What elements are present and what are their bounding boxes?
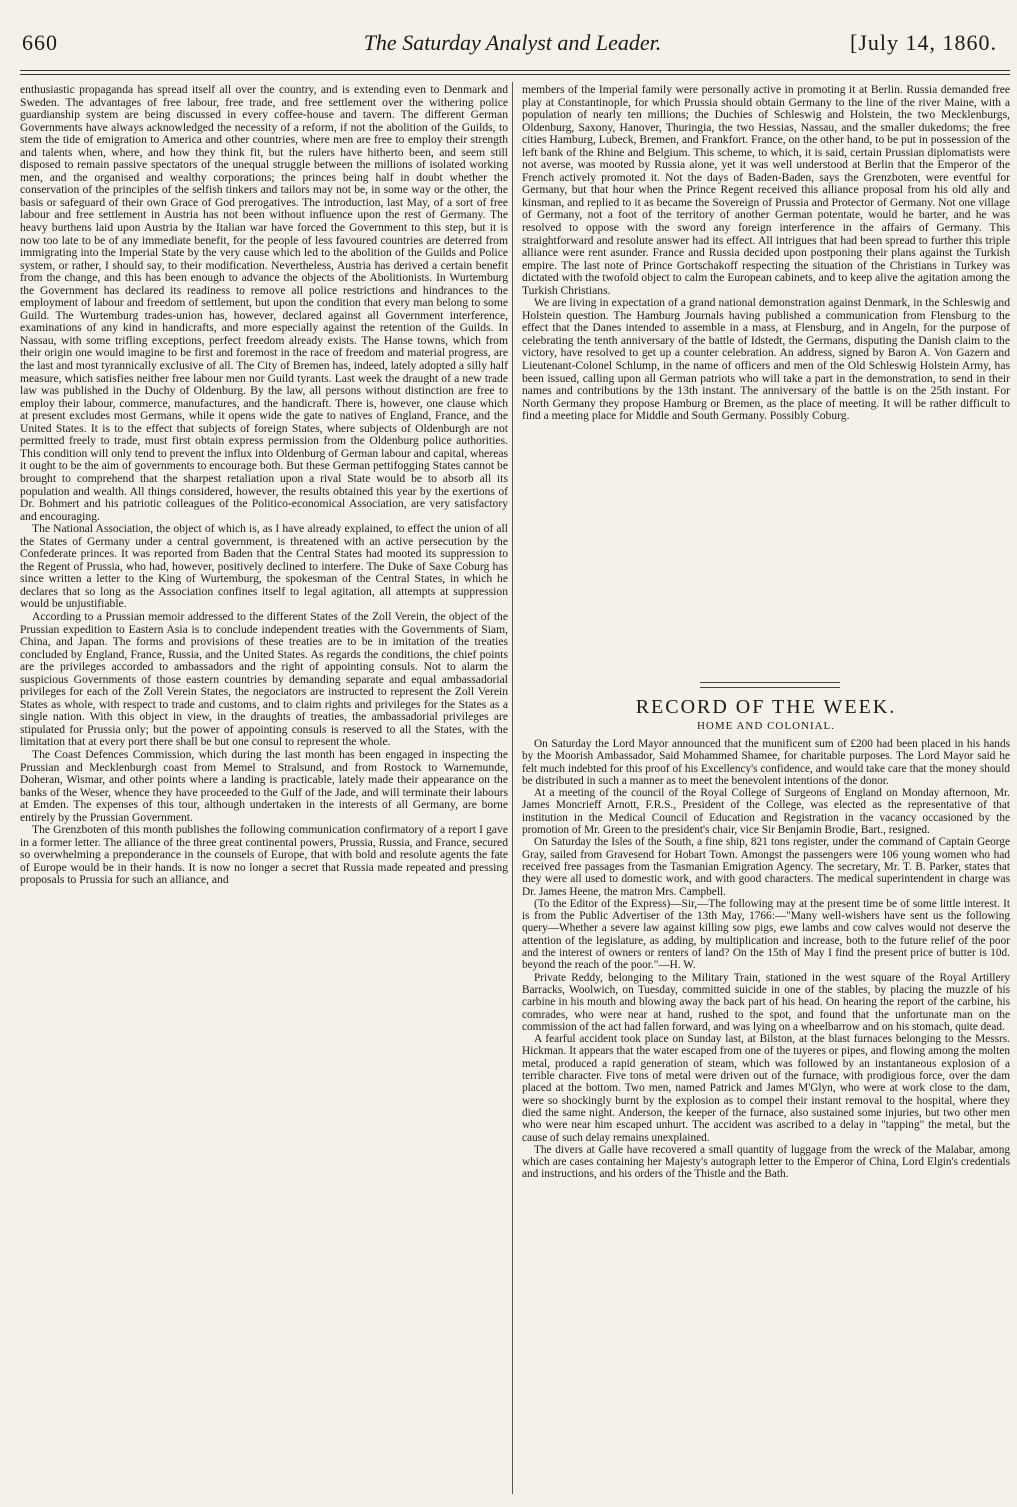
article-paragraph: members of the Imperial family were personally active in promoting it at Berlin. Russia demanded free play at Constantinople, for which Prussia should obtain Germany to the line of the river Maine, with a population of nearly ten millions; the Duchies of Schleswig and Holstein, the two Mecklenburgs, Oldenburg, Saxony, Hanover, Thuringia, the two Hessias, Nassau, and the smaller dukedoms; the free cities Hamburg, Lubeck, Bremen, and Frankfort. France, on the other hand, to be put in possession of the left bank of the Rhine and Belgium. This scheme, to which, it is said, certain Prussian diplomatists were not averse, was mooted by Russia alone, yet it was well understood at Berlin that the Emperor of the French actively promoted it. Not the days of Baden-Baden, says the Grenzboten, were eventful for Germany, but that hour when the Prince Regent received this alliance proposal from his old ally and kinsman, and replied to it as became the Sovereign of Prussia and Protector of Germany. Not one village of Germany, not a foot of the territory of another German potentate, would he barter, and he was resolved to oppose with the sword any foreign interference in the affairs of Germany. This straightforward and resolute answer had its effect. All intrigues that had been spread to further this triple alliance were rent asunder. France and Russia decided upon postponing their plans against the Turkish empire. The last note of Prince Gortschakoff respecting the situation of the Christians in Turkey was dictated with the twofold object to calm the European cabinets, and to keep alive the agitation among the Turkish Christians.: [522, 84, 1010, 297]
section-separator: [700, 682, 840, 688]
issue-date: [July 14, 1860.: [850, 30, 997, 55]
record-of-the-week: [522, 738, 1010, 1494]
news-item: Private Reddy, belonging to the Military Train, stationed in the west square of the Royal Artillery Barracks, Woolwich, on Tuesday, committed suicide in one of the stables, by placing the muzzle of his carbine in his mouth and blowing away the back part of his head. On hearing the report of the carbine, his comrades, who were near at hand, rushed to the spot, and found that the unfortunate man on the commission of the act had fallen forward, and was lying on a wheelbarrow and on his stomach, quite dead.: [522, 971, 1010, 1033]
publication-title: The Saturday Analyst and Leader.: [363, 30, 662, 55]
news-item: A fearful accident took place on Sunday last, at Bilston, at the blast furnaces belonging to the Messrs. Hickman. It appears that the water escaped from one of the tuyeres or pipes, and flowing among the molten metal, produced a rapid generation of steam, which was followed by an instantaneous explosion of a terrible character. Five tons of metal were driven out of the furnace, with prodigious force, over the dam placed at the bottom. Two men, named Patrick and James M'Glyn, who were at work close to the dam, were so shockingly burnt by the explosion as to compel their instant removal to the hospital, where they died the same night. Anderson, the keeper of the furnace, also sustained some injuries, but two other men who were near him escaped unhurt. The accident was ascribed to a delay in "tapping" the metal, but the cause of such delay remains unexplained.: [522, 1033, 1010, 1144]
page-header: [20, 24, 1005, 64]
page-number: 660: [22, 30, 58, 55]
header-rule-secondary: [20, 74, 1010, 75]
article-paragraph: The National Association, the object of which is, as I have already explained, to effect the union of all the States of Germany under a central government, is threatened with an active persecution by the Confederate princes. It was reported from Baden that the Central States had mooted its suppression to the Regent of Prussia, who had, however, positively declined to interfere. The Duke of Saxe Coburg has since written a letter to the King of Wurtemburg, the spokesman of the Central States, in which he declares that so long as the Association confines itself to legal agitation, all attempts at suppression would be unjustifiable.: [20, 522, 508, 611]
article-paragraph: The Grenzboten of this month publishes the following communication confirmatory of a report I gave in a former letter. The alliance of the three great continental powers, Prussia, Russia, and France, secured so overwhelming a preponderance in the counsels of Europe, that with bold and resolute agents the fate of Europe would be in their hands. It is now no longer a secret that Russia made repeated and pressing proposals to Prussia for such an alliance, and: [20, 823, 508, 887]
article-paragraph: enthusiastic propaganda has spread itself all over the country, and is extending even to Denmark and Sweden. The advantages of free labour, free trade, and free settlement over the withering police guardianship system are being discussed in every coffee-house and tavern. The different German Governments have always acknowledged the necessity of a reform, if not the abolition of the Guilds, to stem the tide of emigration to America and other countries, where men are free to employ their strength and talents when, where, and how they think fit, but the rulers have hitherto been, and seem still disposed to remain passive spectators of the unequal struggle between the millions of isolated working men, and the organised and wealthy corporations; the princes being half in doubt whether the conservation of the principles of the selfish tinkers and tailors may not be, in some way or the other, the basis or safeguard of their own Grace of God prerogatives. The introduction, last May, of a sort of free labour and free settlement in Austria has not been without influence upon the rest of Germany. The heavy burthens laid upon Austria by the Italian war have forced the Government to this step, but it is now too late to be of any immediate benefit, for the people of less favoured countries are deterred from immigrating into the Imperial State by the very cause which led to the abolition of the Guilds and Police system, or rather, I should say, to their modification. Nevertheless, Austria has derived a certain benefit from the change, and this has been enough to advance the objects of the Abolitionists. In Wurtemburg the Government has declared its readiness to remove all police restrictions and hindrances to the employment of labour and freedom of settlement, but upon the condition that every man belong to some Guild. The Wurtemburg trades-union has, however, declared against all Government interference, examinations of any kind in handicrafts, and more especially against the retention of the Guilds. In Nassau, with some trifling exceptions, perfect freedom already exists. The Hanse towns, which from their origin one would imagine to be first and foremost in the race of freedom and material progress, are the last and most tyrannically exclusive of all. The City of Bremen has, indeed, lately adopted a silly half measure, which satisfies neither free labour men nor Guild tyrants. Last week the draught of a new trade law was published in the Duchy of Oldenburg. By the law, all persons without distinction are free to employ their labour, commerce, manufactures, and the handicraft. There is, however, one clause which at present excludes most Germans, while it opens wide the gate to natives of England, France, and the United States. It is to the effect that subjects of foreign States, where subjects of Oldenburgh are not permitted freely to trade, must first obtain express permission from the Oldenburg police authorities. This condition will only tend to prevent the influx into Oldenburg of German labour and capital, whereas it ought to be the aim of governments to encourage both. But these German pettifogging States cannot be brought to comprehend that the sharpest retaliation upon a rival State would be to absorb all its population and wealth. All things considered, however, the results obtained this year by the exertions of Dr. Bohmert and his patriotic colleagues of the Politico-economical Association, are very satisfactory and encouraging.: [20, 84, 508, 523]
news-item: (To the Editor of the Express)—Sir,—The following may at the present time be of some little interest. It is from the Public Advertiser of the 13th May, 1766:—"Many well-wishers have sent us the following query—Whether a severe law against killing sow pigs, ewe lambs and cow calves would not deserve the attention of the legislature, as adding, by multiplication and increase, both to the future relief of the poor and the interest of owners or renters of land? On the 15th of May I find the present price of butter is 10d. beyond the reach of the poor."—H. W.: [522, 897, 1010, 972]
section-title: RECORD OF THE WEEK.: [635, 696, 897, 718]
column-divider: [512, 82, 513, 1494]
article-paragraph: We are living in expectation of a grand national demonstration against Denmark, in the Schleswig and Holstein question. The Hamburg Journals having published a communication from Flensburg to the effect that the Danes intended to assemble in a mass, at Flensburg, and in Angeln, for the purpose of celebrating the tenth anniversary of the battle of Idstedt, the Germans, disputing the Danish claim to the victory, have resolved to get up a counter celebration. An address, signed by Baron A. Von Gazern and Lieutenant-Colonel Schlump, in the name of officers and men of the Old Schleswig Holstein Army, has been issued, calling upon all German patriots who will take a part in the demonstration, to send in their names and contributions by the 13th instant. The anniversary of the battle is on the 25th instant. For North Germany they propose Hamburg or Bremen, as the place of meeting. It will be rather difficult to find a meeting place for Middle and South Germany. Possibly Coburg.: [522, 296, 1010, 423]
news-item: At a meeting of the council of the Royal College of Surgeons of England on Monday afternoon, Mr. James Moncrieff Arnott, F.R.S., President of the College, was elected as the representative of that institution in the Medical Council of Education and Registration in the vacancy occasioned by the promotion of Mr. Green to the president's chair, vice Sir Benjamin Brodie, Bart., resigned.: [522, 787, 1010, 837]
left-column: [20, 84, 508, 1489]
article-paragraph: The Coast Defences Commission, which during the last month has been engaged in inspecting the Prussian and Mecklenburgh coast from Memel to Stralsund, and from Rostock to Warnemunde, Doheran, Wismar, and other points where a landing is practicable, lately made their appearance on the banks of the Weser, whence they have proceeded to the Gulf of the Jade, and will terminate their labours at Emden. The expenses of this tour, although undertaken in the interests of all Germany, are borne entirely by the Prussian Government.: [20, 747, 508, 824]
section-subtitle: HOME AND COLONIAL.: [696, 720, 836, 732]
news-item: On Saturday the Isles of the South, a fine ship, 821 tons register, under the command of Captain George Gray, sailed from Gravesend for Hobart Town. Amongst the passengers were 106 young women who had received free passages from the Tasmanian Emigration Agency. The secretary, Mr. T. B. Parker, states that they were all used to domestic work, and with good characters. The medical superintendent in charge was Dr. James Heene, the matron Mrs. Campbell.: [522, 836, 1010, 898]
news-item: The divers at Galle have recovered a small quantity of luggage from the wreck of the Malabar, among which are cases containing her Majesty's autograph letter to the Emperor of China, Lord Elgin's credentials and instructions, and his orders of the Thistle and the Bath.: [522, 1143, 1010, 1181]
article-paragraph: According to a Prussian memoir addressed to the different States of the Zoll Verein, the object of the Prussian expedition to Eastern Asia is to conclude independent treaties with the Governments of Siam, China, and Japan. The forms and provisions of these treaties are to be in imitation of the treaties concluded by England, France, Russia, and the United States. As regards the conditions, the chief points are the privileges accorded to ambassadors and the right of appointing consuls. Not to alarm the suspicious Governments of those eastern countries by demanding separate and equal ambassadorial privileges for each of the Zoll Verein States, the negociators are instructed to represent the Zoll Verein States as whole, with respect to trade and customs, and to claim rights and privileges for the States as a single nation. With this object in view, in the draughts of treaties, the ambassadorial privileges are stipulated for Prussia only; but the power of appointing consuls is reserved to all the States, with the limitation that at every port there shall be but one consul to represent the whole.: [20, 609, 508, 749]
header-rule: [20, 70, 1010, 71]
right-column-article: [522, 84, 1010, 694]
news-item: On Saturday the Lord Mayor announced that the munificent sum of £200 had been placed in his hands by the Moorish Ambassador, Said Mohammed Shamee, for charitable purposes. The Lord Mayor said he felt much indebted for this proof of his Excellency's confidence, and would take care that the money should be distributed in such a manner as to meet the benevolent intentions of the donor.: [522, 738, 1010, 787]
